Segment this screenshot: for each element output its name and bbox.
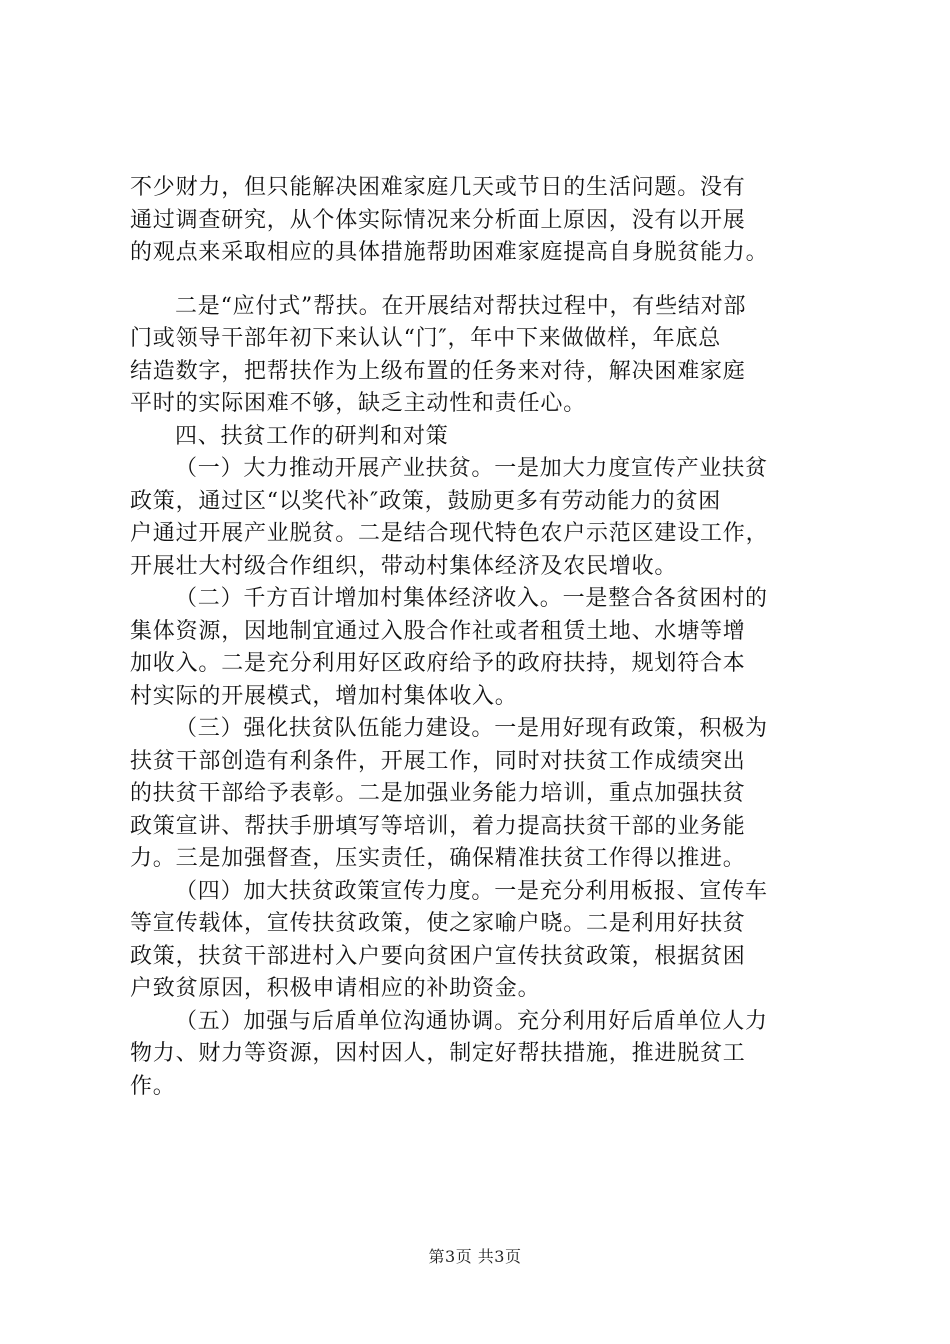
paragraph-gap (130, 270, 850, 291)
text-line: 政策，扶贫干部进村入户要向贫困户宣传扶贫政策，根据贫困 (130, 943, 746, 969)
text-line: 加收入。二是充分利用好区政府给予的政府扶持，规划符合本 (130, 651, 746, 676)
text-line: 集体资源，因地制宜通过入股合作社或者租赁土地、水塘等增 (130, 618, 746, 644)
paragraph-item-3 (130, 713, 850, 876)
paragraph-item-2 (130, 583, 850, 713)
text-line: 通过调查研究，从个体实际情况来分析面上原因，没有以开展 (130, 207, 746, 233)
text-line: 村实际的开展模式，增加村集体收入。 (130, 683, 518, 709)
text-line: （三）强化扶贫队伍能力建设。一是用好现有政策，积极为 (175, 716, 768, 741)
text-line: 四、扶贫工作的研判和对策 (175, 423, 449, 449)
paragraph-item-4 (130, 876, 850, 1006)
text-line: 不少财力，但只能解决困难家庭几天或节日的生活问题。没有 (130, 175, 746, 200)
paragraph-item-1 (130, 453, 850, 583)
text-line: 政策宣讲、帮扶手册填写等培训，着力提高扶贫干部的业务能 (130, 813, 746, 839)
text-line: 户通过开展产业脱贫。二是结合现代特色农户示范区建设工作， (130, 521, 769, 546)
paragraph-continuation (130, 172, 850, 270)
text-line: 力。三是加强督查，压实责任，确保精准扶贫工作得以推进。 (130, 846, 746, 871)
paragraph-item-5 (130, 1006, 850, 1104)
text-line: 的扶贫干部给予表彰。二是加强业务能力培训，重点加强扶贫 (130, 781, 746, 806)
text-line: 开展壮大村级合作组织，带动村集体经济及农民增收。 (130, 553, 678, 579)
text-line: 户致贫原因，积极申请相应的补助资金。 (130, 976, 541, 1001)
text-line: 门或领导干部年初下来认认“门″，年中下来做做样，年底总 (130, 326, 722, 351)
text-line: 二是“应付式”帮扶。在开展结对帮扶过程中，有些结对部 (175, 293, 747, 319)
text-line: 结造数字，把帮扶作为上级布置的任务来对待，解决困难家庭 (130, 358, 746, 384)
text-line: （二）千方百计增加村集体经济收入。一是整合各贫困村的 (175, 586, 768, 611)
text-line: 扶贫干部创造有利条件，开展工作，同时对扶贫工作成绩突出 (130, 748, 746, 774)
paragraph-perfunctory-assistance (130, 291, 850, 421)
document-body (130, 172, 850, 1103)
text-line: （四）加大扶贫政策宣传力度。一是充分利用板报、宣传车 (175, 878, 768, 904)
text-line: 等宣传载体，宣传扶贫政策，使之家喻户晓。二是利用好扶贫 (130, 911, 746, 936)
text-line: 作。 (130, 1073, 176, 1099)
page-footer (0, 1244, 950, 1267)
text-line: 的观点来采取相应的具体措施帮助困难家庭提高自身脱贫能力。 (130, 240, 769, 265)
text-line: （五）加强与后盾单位沟通协调。充分利用好后盾单位人力 (175, 1008, 768, 1034)
text-line: 物力、财力等资源，因村因人，制定好帮扶措施，推进脱贫工 (130, 1041, 746, 1066)
section-heading (130, 421, 850, 454)
page-number-label: 第3页 共3页 (428, 1247, 522, 1266)
text-line: 政策，通过区“以奖代补″政策，鼓励更多有劳动能力的贫困 (130, 488, 722, 514)
text-line: 平时的实际困难不够，缺乏主动性和责任心。 (130, 391, 587, 416)
text-line: （一）大力推动开展产业扶贫。一是加大力度宣传产业扶贫 (175, 456, 768, 481)
